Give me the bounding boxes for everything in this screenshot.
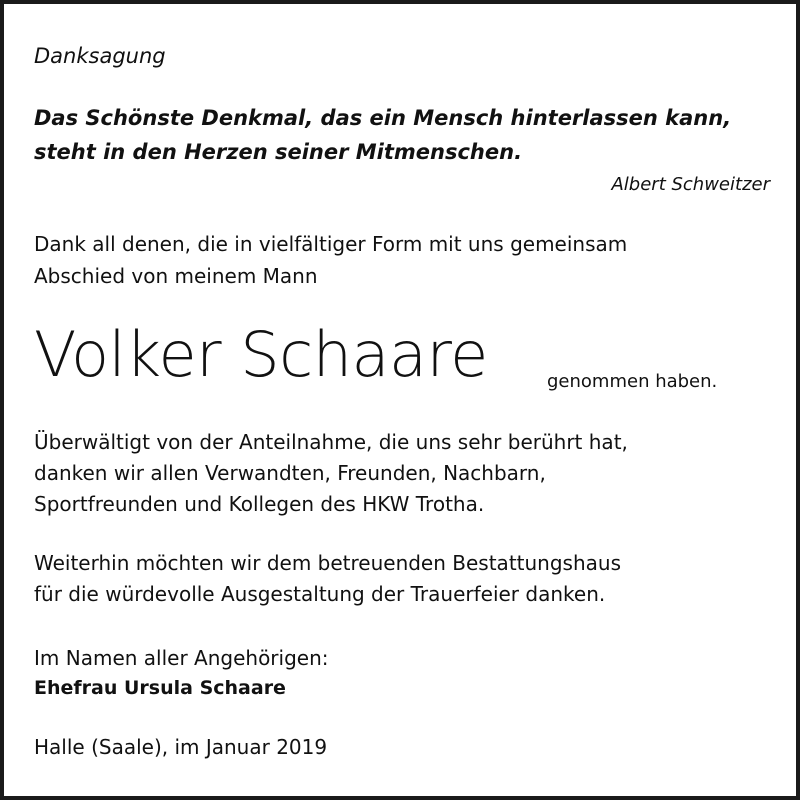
funeral-home-line-2: für die würdevolle Ausgestaltung der Trauerfeier danken. [34,582,606,606]
intro-line-1: Dank all denen, die in vielfältiger Form mit uns gemeinsam [34,232,628,256]
quote-line-1: Das Schönste Denkmal, das ein Mensch hinterlassen kann, [34,106,732,130]
place-date: Halle (Saale), im Januar 2019 [34,735,328,759]
thanks-line-3: Sportfreunden und Kollegen des HKW Trotha. [34,492,485,516]
funeral-home-line-1: Weiterhin möchten wir dem betreuenden Bestattungshaus [34,551,621,575]
thanks-line-2: danken wir allen Verwandten, Freunden, Nachbarn, [34,461,546,485]
quote-author: Albert Schweitzer [611,174,770,195]
signature-intro: Im Namen aller Angehörigen: [34,646,329,670]
signature-name: Ehefrau Ursula Schaare [34,677,286,699]
deceased-name: Volker Schaare [34,318,488,391]
thanks-line-1: Überwältigt von der Anteilnahme, die uns sehr berührt hat, [34,430,628,454]
name-suffix: genommen haben. [547,371,718,392]
intro-line-2: Abschied von meinem Mann [34,264,318,288]
quote-line-2: steht in den Herzen seiner Mitmenschen. [34,140,523,164]
notice-heading: Danksagung [34,44,166,68]
